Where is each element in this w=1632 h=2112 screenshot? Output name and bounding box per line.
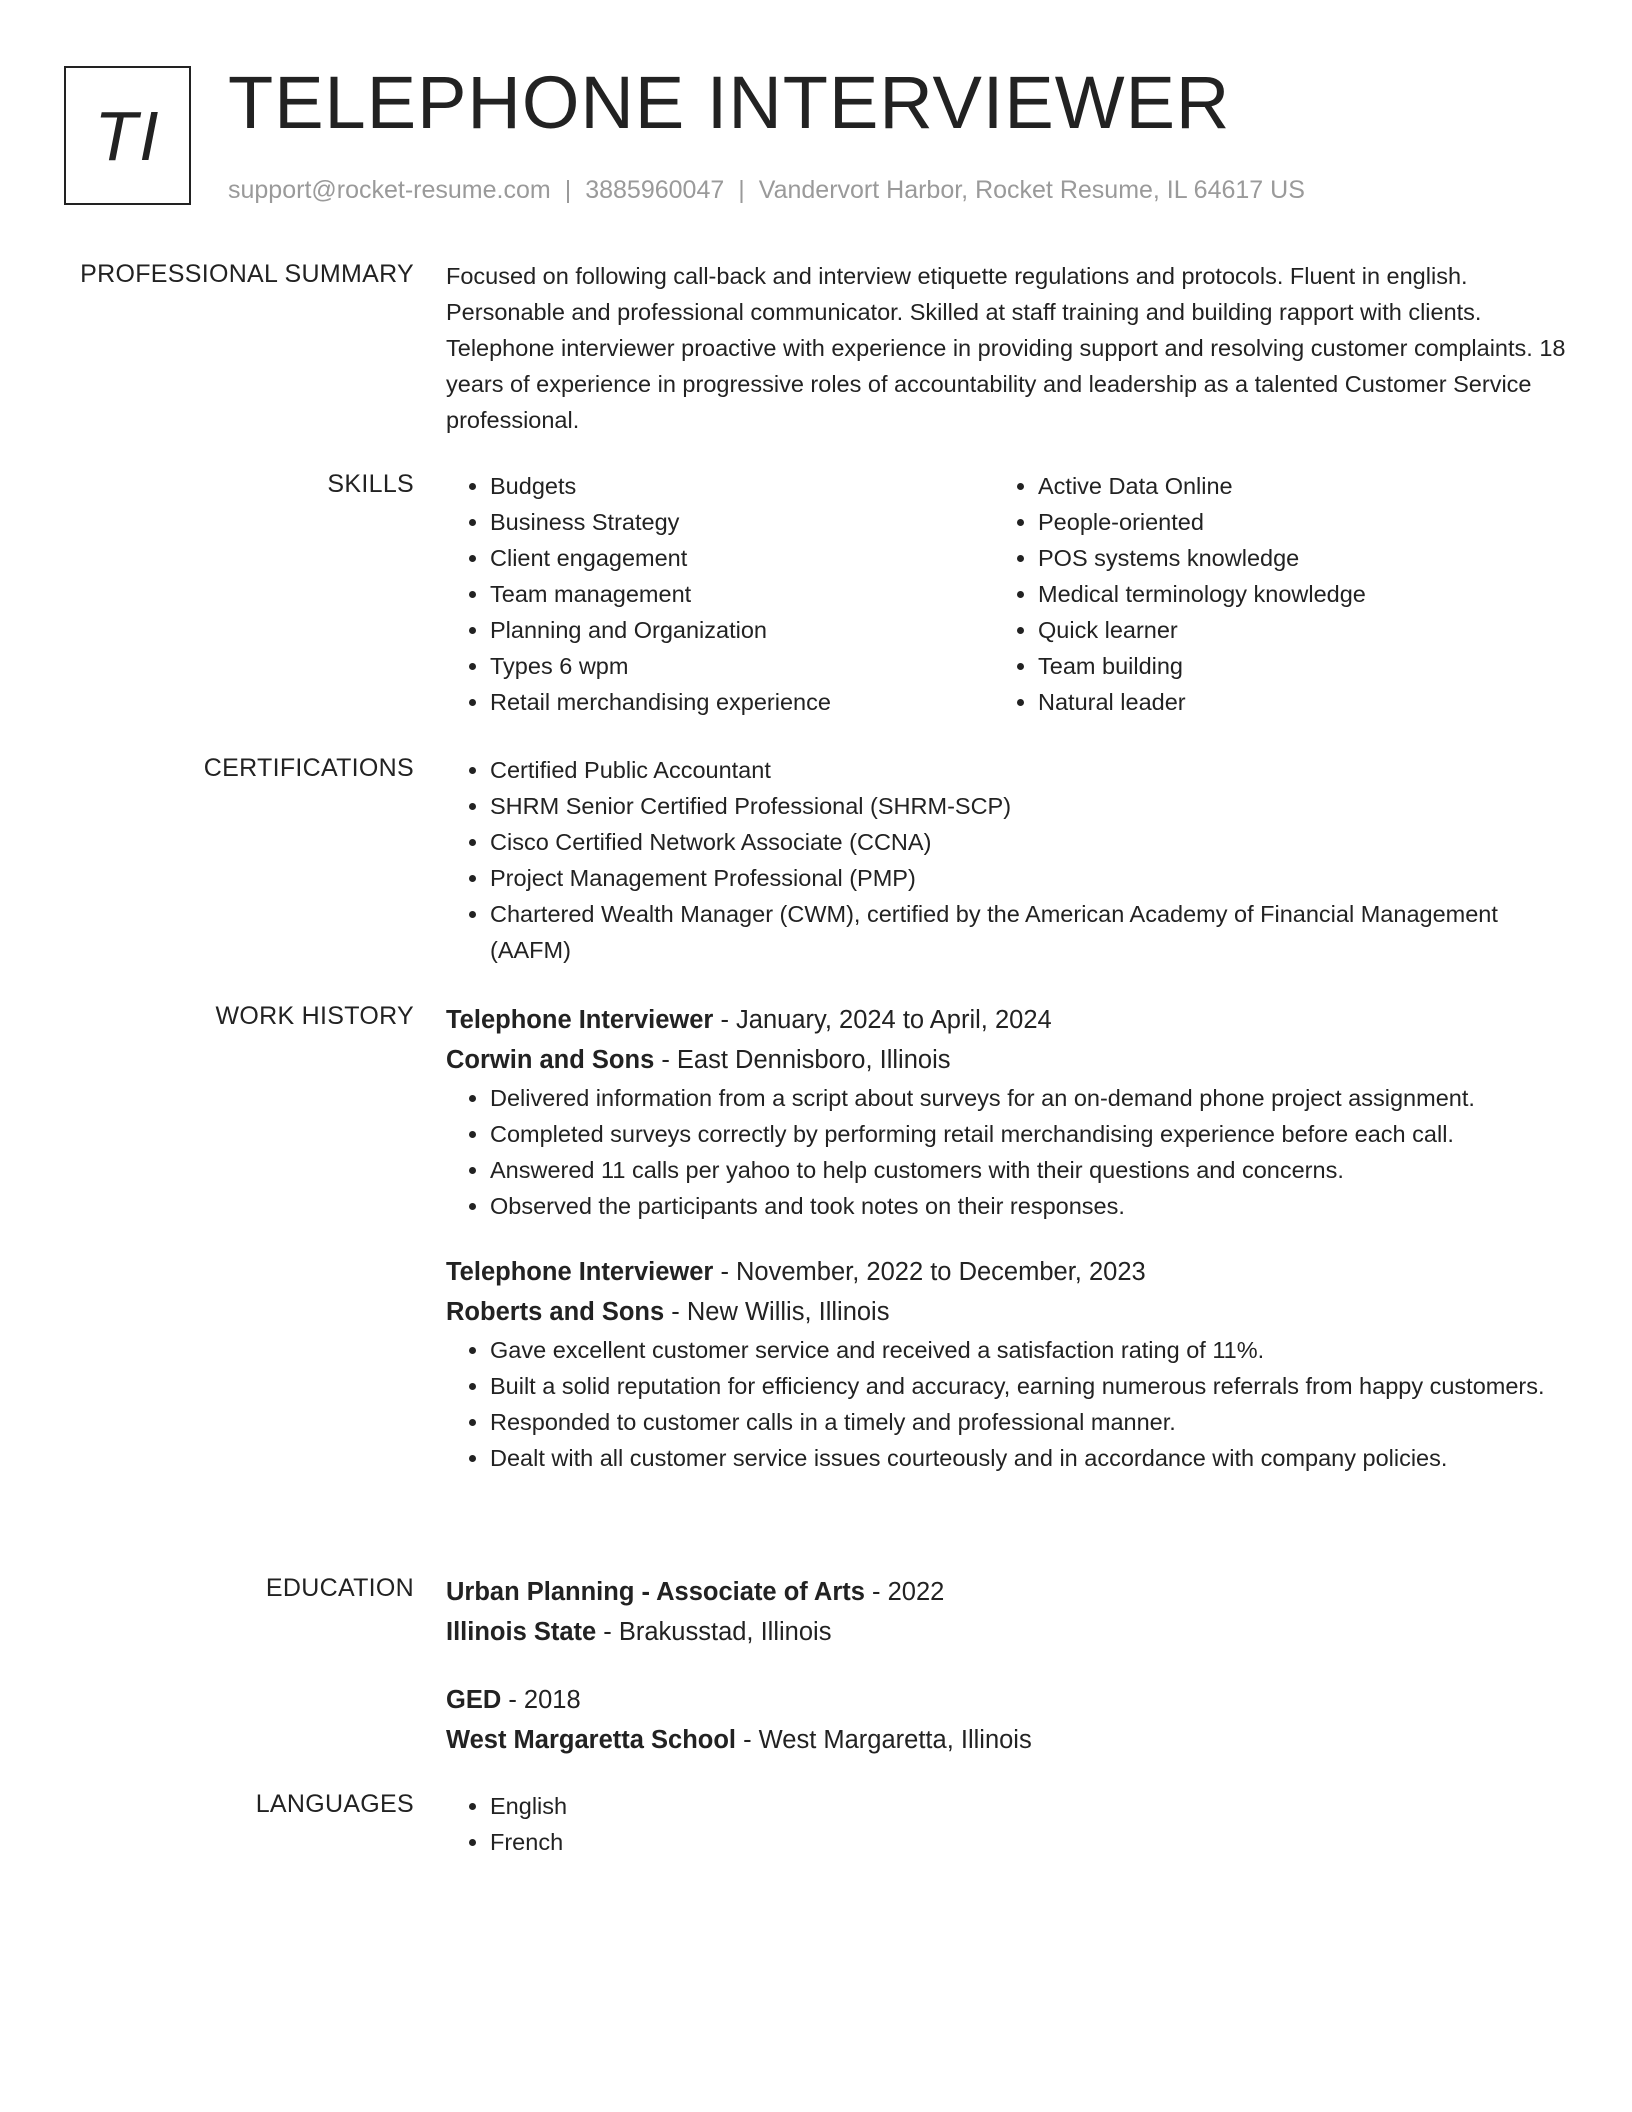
job-bullet: • Delivered information from a script about surveys for an on-demand phone project assignment. [490,1080,1566,1116]
school-location: - West Margaretta, Illinois [736,1726,1032,1754]
school: Illinois State [446,1618,597,1646]
contact-line [228,174,1305,206]
job-company-line [446,1292,1566,1332]
skill-item: • Types 6 wpm [490,648,994,684]
school-location: - Brakusstad, Illinois [596,1618,832,1646]
job-dates: - November, 2022 to December, 2023 [713,1258,1146,1286]
skill-item: • Planning and Organization [490,612,994,648]
degree: GED [446,1686,502,1714]
job-bullet: • Responded to customer calls in a timely and professional manner. [490,1404,1566,1440]
section-label: SKILLS [327,470,414,498]
skill-item: • Retail merchandising experience [490,684,994,720]
skills-content [446,468,1566,720]
job-bullet: • Completed surveys correctly by performing retail merchandising experience before each call. [490,1116,1566,1152]
skill-item: • Team management [490,576,994,612]
email-link[interactable]: support@rocket-resume.com [228,176,551,204]
separator: | [564,176,572,204]
skill-item: • Quick learner [1038,612,1542,648]
job-company-line [446,1040,1566,1080]
language-item: • French [490,1824,1566,1860]
skills-column-left [446,468,994,720]
degree-line [446,1680,1566,1720]
skill-item: • Business Strategy [490,504,994,540]
skill-item: • Budgets [490,468,994,504]
job-entry [446,1000,1566,1224]
degree-line [446,1572,1566,1612]
section-label: CERTIFICATIONS [203,754,414,782]
education-entry [446,1680,1566,1760]
job-dates: - January, 2024 to April, 2024 [713,1006,1052,1034]
skill-item: • Medical terminology knowledge [1038,576,1542,612]
job-bullet: • Dealt with all customer service issues courteously and in accordance with company policies. [490,1440,1566,1476]
languages-content [446,1788,1566,1860]
job-company: Corwin and Sons [446,1046,655,1074]
job-bullet: • Observed the participants and took notes on their responses. [490,1188,1566,1224]
summary-content [446,258,1566,438]
certification-item: • Chartered Wealth Manager (CWM), certified by the American Academy of Financial Management (AAFM) [490,896,1566,968]
section-label: WORK HISTORY [215,1002,414,1030]
school-line [446,1720,1566,1760]
job-title-line [446,1000,1566,1040]
skill-item: • Active Data Online [1038,468,1542,504]
certification-item: • Certified Public Accountant [490,752,1566,788]
skill-item: • Team building [1038,648,1542,684]
job-company: Roberts and Sons [446,1298,665,1326]
skill-item: • Client engagement [490,540,994,576]
degree-year: - 2022 [864,1578,945,1606]
school: West Margaretta School [446,1726,737,1754]
section-label: PROFESSIONAL SUMMARY [80,260,414,288]
summary-text: Focused on following call-back and interview etiquette regulations and protocols. Fluent in english. Personable and professional communicator. Skilled at staff training and building rapport with clients. Telephone interviewer proactive with experience in providing support and resolving customer complaints. 18 years of experience in progressive roles of accountability and leadership as a talented Customer Service professional. [446,263,1566,433]
section-label: LANGUAGES [255,1790,414,1818]
job-bullet: • Gave excellent customer service and received a satisfaction rating of 11%. [490,1332,1566,1368]
phone-number: 3885960047 [585,176,725,204]
education-entry [446,1572,1566,1652]
school-line [446,1612,1566,1652]
job-location: - New Willis, Illinois [664,1298,890,1326]
degree: Urban Planning - Associate of Arts [446,1578,865,1606]
job-bullet: • Built a solid reputation for efficiency and accuracy, earning numerous referrals from happy customers. [490,1368,1566,1404]
skills-column-right [994,468,1542,720]
monogram-logo: TI [64,66,191,205]
job-title: Telephone Interviewer [446,1258,714,1286]
certifications-content [446,752,1566,968]
work-history-content [446,1000,1566,1504]
job-title-line [446,1252,1566,1292]
education-content [446,1572,1566,1788]
skill-item: • Natural leader [1038,684,1542,720]
certification-item: • SHRM Senior Certified Professional (SHRM-SCP) [490,788,1566,824]
certification-item: • Project Management Professional (PMP) [490,860,1566,896]
separator: | [738,176,745,204]
address: Vandervort Harbor, Rocket Resume, IL 64617 US [758,176,1305,204]
language-item: • English [490,1788,1566,1824]
job-bullet: • Answered 11 calls per yahoo to help customers with their questions and concerns. [490,1152,1566,1188]
section-label: EDUCATION [265,1574,414,1602]
skill-item: • People-oriented [1038,504,1542,540]
page-title: TELEPHONE INTERVIEWER [228,61,1231,144]
job-title: Telephone Interviewer [446,1006,714,1034]
certification-item: • Cisco Certified Network Associate (CCNA) [490,824,1566,860]
job-entry [446,1252,1566,1476]
skill-item: • POS systems knowledge [1038,540,1542,576]
degree-year: - 2018 [501,1686,581,1714]
job-location: - East Dennisboro, Illinois [654,1046,951,1074]
